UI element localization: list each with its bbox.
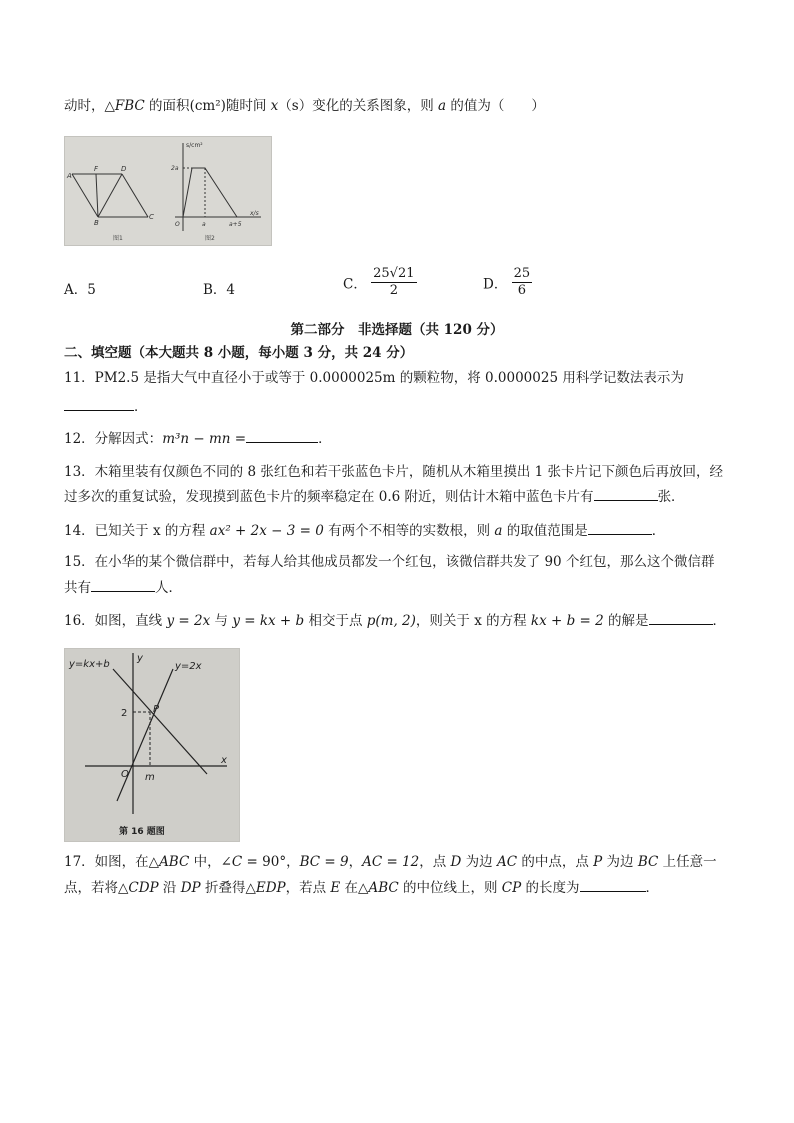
q17-t6: 为边 xyxy=(461,854,497,870)
q11-answer-blank[interactable] xyxy=(64,396,134,411)
q10-x: x xyxy=(270,98,279,114)
q15-answer-blank[interactable] xyxy=(91,577,155,592)
q17-dp: DP xyxy=(180,880,201,896)
q17-t1: 17．如图，在△ xyxy=(64,854,160,870)
q10-option-c xyxy=(343,266,417,299)
q10-text-5: 的值为（ ） xyxy=(446,98,545,114)
q16-mid1: 与 xyxy=(210,613,233,629)
fig2-origin: O xyxy=(175,221,180,228)
q12-answer-blank[interactable] xyxy=(246,428,318,443)
q14-prefix: 14．已知关于 x 的方程 xyxy=(64,523,210,539)
label-two: 2 xyxy=(121,708,128,719)
fig1-label-c: C xyxy=(149,213,154,221)
fig2-y-label: s/cm² xyxy=(186,142,203,149)
fig1-line-ab xyxy=(72,174,98,217)
q15-line2 xyxy=(64,577,182,598)
fraction-numerator: 25√21 xyxy=(373,266,415,281)
q14-end: ． xyxy=(651,523,666,539)
q17-t7: 的中点，点 xyxy=(517,854,594,870)
fig1-line-fb xyxy=(96,174,98,217)
q13-text: 过多次的重复试验，发现摸到蓝色卡片的频率稳定在 0.6 附近，则估计木箱中蓝色卡片有 xyxy=(64,489,594,505)
q17-c: C xyxy=(231,854,243,870)
q10-text-2: 的面积 xyxy=(144,98,190,114)
q16 xyxy=(64,610,726,631)
q16-figure xyxy=(64,648,240,842)
q13-line2 xyxy=(64,486,685,507)
q17-t10: 点，若将△ xyxy=(64,880,129,896)
q17-t9: 上任意一 xyxy=(658,854,717,870)
q17-abc2: ABC xyxy=(368,880,399,896)
q17-t11: 沿 xyxy=(158,880,181,896)
q17-ac: AC xyxy=(496,854,518,870)
q17-line1 xyxy=(64,852,717,872)
q17-line2 xyxy=(64,877,659,898)
label-m: m xyxy=(145,772,155,783)
fraction-numerator: 25 xyxy=(513,266,531,281)
q11-end: ． xyxy=(134,399,148,415)
q17-end: ． xyxy=(645,880,660,896)
q17-t8: 为边 xyxy=(602,854,638,870)
fraction-denominator: 2 xyxy=(389,283,398,298)
q10-text-1: 动时，△ xyxy=(64,98,115,114)
q16-mid2: 相交于点 xyxy=(304,613,367,629)
fig1-label-a: A xyxy=(67,172,72,180)
q10-option-d xyxy=(483,266,532,299)
q10-text-3: 随时间 xyxy=(225,98,271,114)
option-fraction xyxy=(371,266,416,299)
fig1-label-f: F xyxy=(94,165,99,173)
q17-edp: EDP xyxy=(255,880,286,896)
label-origin: O xyxy=(121,769,129,780)
q16-answer-blank[interactable] xyxy=(649,610,713,625)
q10-unit: (cm²) xyxy=(189,98,226,114)
q17-e: E xyxy=(330,880,341,896)
option-letter: D． xyxy=(483,276,508,293)
q16-end: ． xyxy=(712,613,727,629)
fig1-line-db xyxy=(98,174,122,217)
q10-option-a xyxy=(64,278,96,298)
q16-point: p(m, 2) xyxy=(366,613,416,629)
q17-abc: ABC xyxy=(159,854,190,870)
q15-end: 人． xyxy=(155,580,182,596)
option-letter: A． xyxy=(64,282,88,298)
q17-t15: 的中位线上，则 xyxy=(398,880,502,896)
q10-figure-svg xyxy=(65,137,271,245)
fig2-val-label: 2a xyxy=(171,165,179,172)
fig1-label-d: D xyxy=(121,165,127,173)
q16-eq1: y = 2x xyxy=(166,613,211,629)
q16-prefix: 16．如图，直线 xyxy=(64,613,167,629)
label-kxb: y=kx+b xyxy=(69,659,110,670)
q17-t4: ， xyxy=(348,854,363,870)
label-y: y xyxy=(137,653,143,664)
q12-expr: m³n − mn = xyxy=(162,431,247,447)
q17-t5: ，点 xyxy=(419,854,451,870)
q11-line1: 11．PM2.5 是指大气中直径小于或等于 0.0000025m 的颗粒物，将 0.0000025 用科学记数法表示为 xyxy=(64,370,684,386)
q17-t3: = 90°， xyxy=(242,854,300,870)
q17-d: D xyxy=(450,854,462,870)
q14-answer-blank[interactable] xyxy=(588,520,652,535)
q11-line2 xyxy=(64,396,148,417)
q10-a: a xyxy=(438,98,447,114)
option-value: 5 xyxy=(87,282,96,298)
q13-end: 张． xyxy=(657,489,685,505)
option-letter: C． xyxy=(343,276,367,293)
q17-p: P xyxy=(593,854,603,870)
q12 xyxy=(64,428,332,449)
q17-cdp: CDP xyxy=(128,880,159,896)
q17-t12: 折叠得△ xyxy=(200,880,256,896)
option-value: 4 xyxy=(226,282,236,298)
q17-answer-blank[interactable] xyxy=(580,877,646,892)
q17-t14: 在△ xyxy=(340,880,369,896)
q14 xyxy=(64,520,665,541)
q14-post: 的取值范围是 xyxy=(502,523,588,539)
q17-bc9: BC = 9 xyxy=(299,854,349,870)
fig2-a5: a+5 xyxy=(229,221,242,228)
fig2-x-label: x/s xyxy=(250,210,259,217)
q13-answer-blank[interactable] xyxy=(594,486,658,501)
q17-t13: ，若点 xyxy=(285,880,331,896)
q17-cp: CP xyxy=(501,880,522,896)
q10-fbc: FBC xyxy=(114,98,145,114)
fig2-caption: 图2 xyxy=(205,235,215,242)
line-kxb xyxy=(113,669,207,774)
figure-caption: 第 16 题图 xyxy=(119,827,165,837)
q17-ac12: AC = 12 xyxy=(362,854,420,870)
option-fraction xyxy=(512,266,533,299)
fig1-label-b: B xyxy=(94,219,99,227)
fig1-caption: 图1 xyxy=(113,235,123,242)
fig2-graph-line xyxy=(183,168,237,217)
q17-t16: 的长度为 xyxy=(521,880,580,896)
q14-a: a xyxy=(494,523,503,539)
q10-figure xyxy=(64,136,272,246)
label-x: x xyxy=(221,755,227,766)
fig1-line-dc xyxy=(122,174,148,217)
q10-stem xyxy=(64,96,545,116)
part2-title: 第二部分 非选择题（共 120 分） xyxy=(290,322,504,338)
section2-heading: 二、填空题（本大题共 8 小题，每小题 3 分，共 24 分） xyxy=(64,345,414,361)
fraction-denominator: 6 xyxy=(517,283,527,298)
q16-eq2: y = kx + b xyxy=(232,613,305,629)
q15-line1: 15．在小华的某个微信群中，若每人给其他成员都发一个红包，该微信群共发了 90 个红包，那么这个微信群 xyxy=(64,554,715,570)
q10-text-4: （s）变化的关系图象，则 xyxy=(278,98,439,114)
fig2-a: a xyxy=(202,221,206,228)
q12-end: ． xyxy=(318,431,332,447)
label-p: P xyxy=(153,704,160,715)
q13-line1: 13．木箱里装有仅颜色不同的 8 张红色和若干张蓝色卡片，随机从木箱里摸出 1 张卡片记下颜色后再放回，经 xyxy=(64,464,724,480)
q14-mid: 有两个不相等的实数根，则 xyxy=(323,523,495,539)
q17-t2: 中，∠ xyxy=(189,854,232,870)
label-2x: y=2x xyxy=(175,661,202,672)
q17-bc: BC xyxy=(637,854,659,870)
q15-text: 共有 xyxy=(64,580,91,596)
q16-figure-svg xyxy=(65,649,239,841)
option-letter: B． xyxy=(203,282,227,298)
q10-option-b xyxy=(203,278,235,298)
q16-eq3: kx + b = 2 xyxy=(530,613,604,629)
q16-post: 的解是 xyxy=(603,613,649,629)
q14-equation: ax² + 2x − 3 = 0 xyxy=(209,523,324,539)
q16-mid3: ，则关于 x 的方程 xyxy=(415,613,531,629)
q12-prefix: 12．分解因式： xyxy=(64,431,163,447)
